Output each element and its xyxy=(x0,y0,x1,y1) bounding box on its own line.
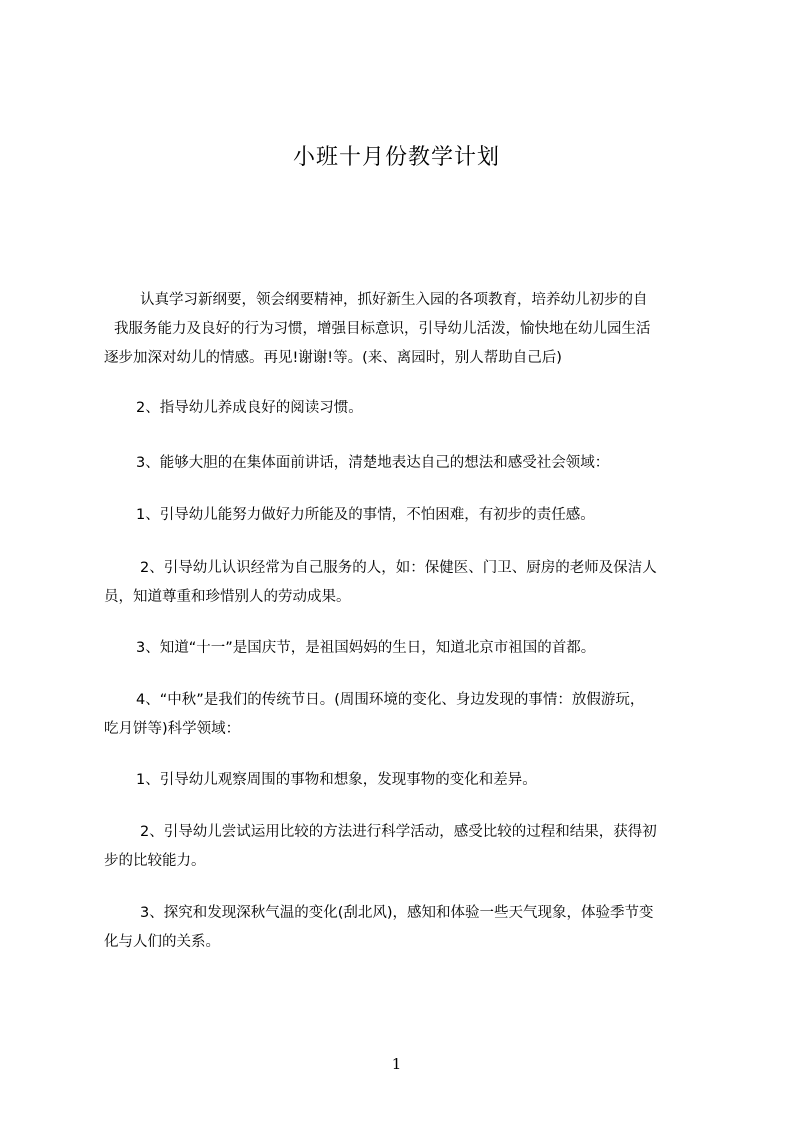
paragraph-item xyxy=(104,634,718,663)
paragraph-item xyxy=(104,686,718,744)
paragraph-line: 2、指导幼儿养成良好的阅读习惯。 xyxy=(136,400,363,416)
paragraph-line: 3、探究和发现深秋气温的变化(刮北风)，感知和体验一些天气现象，体验季节变 xyxy=(140,905,654,921)
paragraph-item xyxy=(104,899,718,957)
paragraph-line: 认真学习新纲要，领会纲要精神，抓好新生入园的各项教育，培养幼儿初步的自 xyxy=(140,292,648,308)
paragraph-item xyxy=(104,554,718,612)
paragraph-line: 步的比较能力。 xyxy=(104,853,206,869)
document-title: 小班十月份教学计划 xyxy=(292,145,500,170)
paragraph-line: 2、引导幼儿尝试运用比较的方法进行科学活动，感受比较的过程和结果，获得初 xyxy=(140,824,657,840)
page-number: 1 xyxy=(391,1055,402,1073)
paragraph-intro xyxy=(104,286,718,373)
paragraph-line: 吃月饼等)科学领域： xyxy=(104,721,241,737)
paragraph-line: 我服务能力及良好的行为习惯，增强目标意识，引导幼儿活泼，愉快地在幼儿园生活 xyxy=(114,321,651,337)
paragraph-line: 逐步加深对幼儿的情感。再见!谢谢!等。(来、离园时，别人帮助自己后) xyxy=(104,350,562,366)
paragraph-item xyxy=(104,501,718,530)
paragraph-line: 3、能够大胆的在集体面前讲话，清楚地表达自己的想法和感受社会领域： xyxy=(136,455,610,471)
paragraph-line: 2、引导幼儿认识经常为自己服务的人，如：保健医、门卫、厨房的老师及保洁人 xyxy=(140,560,657,576)
paragraph-line: 员，知道尊重和珍惜别人的劳动成果。 xyxy=(104,589,351,605)
paragraph-line: 1、引导幼儿观察周围的事物和想象，发现事物的变化和差异。 xyxy=(136,772,537,788)
paragraph-line: 1、引导幼儿能努力做好力所能及的事情，不怕困难，有初步的责任感。 xyxy=(136,507,595,523)
paragraph-line: 3、知道“十一”是国庆节，是祖国妈妈的生日，知道北京市祖国的首都。 xyxy=(136,640,596,656)
paragraph-item xyxy=(104,449,718,478)
paragraph-item xyxy=(104,818,718,876)
paragraph-item xyxy=(104,766,718,795)
paragraph-item xyxy=(104,394,718,423)
paragraph-line: 4、“中秋”是我们的传统节日。(周围环境的变化、身边发现的事情：放假游玩， xyxy=(136,692,645,708)
paragraph-line: 化与人们的关系。 xyxy=(104,934,220,950)
